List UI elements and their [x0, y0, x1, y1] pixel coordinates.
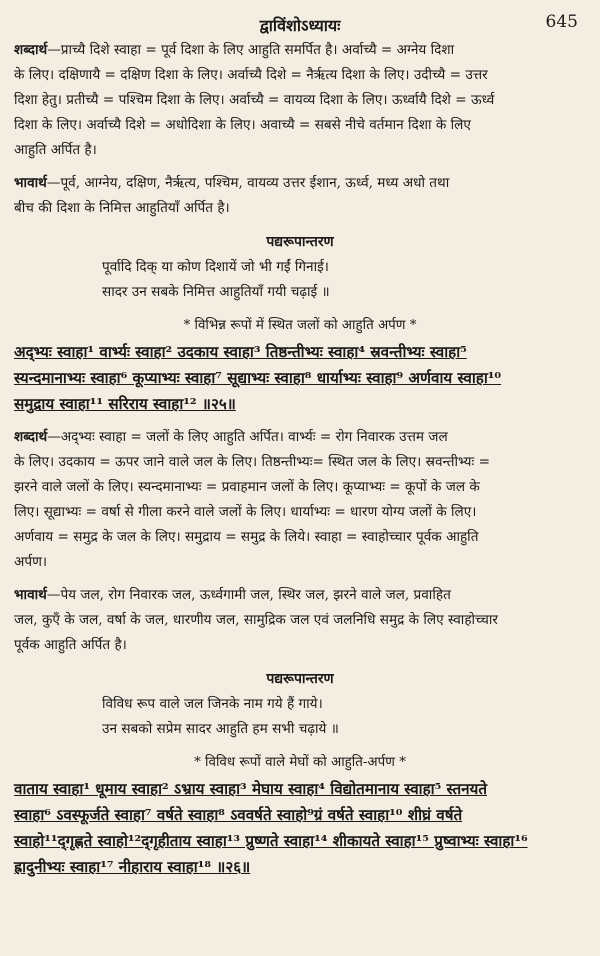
text-line: अर्णवाय = समुद्र के जल के लिए। समुद्राय = समुद्र के लिये। स्वाहा = स्वाहोच्चार पूर्वक आहुति	[14, 529, 479, 545]
section-title: * विविध रूपों वाले मेघों को आहुति-अर्पण *	[194, 755, 406, 770]
text-line: आहुति अर्पित है।	[14, 142, 97, 158]
text-line: बीच की दिशा के निमित्त आहुतियाँ अर्पित है।	[14, 200, 230, 216]
text-line: —पूर्व, आग्नेय, दक्षिण, नैर्ऋत्य, पश्चिम, वायव्य उत्तर ईशान, ऊर्ध्व, मध्य अधो तथा	[46, 175, 450, 191]
page-header	[14, 10, 586, 38]
poem-line: उन सबको सप्रेम सादर आहुति हम सभी चढ़ाये ॥	[102, 721, 339, 737]
text-line: अर्पण।	[14, 554, 48, 570]
mantra-line: स्वाहा⁶ ऽवस्फूर्जते स्वाहा⁷ वर्षते स्वाहा⁸ ऽववर्षते स्वाहो⁹ग्रं वर्षते स्वाहा¹⁰ शीघ्रं वर्षते	[14, 806, 463, 824]
text-line: दिशा के लिए। अर्वाच्यै दिशे = अधोदिशा के लिए। अवाच्यै = सबसे नीचे वर्तमान दिशा के लिए	[14, 117, 471, 133]
poem-heading: पद्यरूपान्तरण	[266, 234, 334, 250]
section-title: * विभिन्न रूपों में स्थित जलों को आहुति अर्पण *	[183, 318, 417, 333]
shabdarth-term: शब्दार्थ	[14, 429, 48, 445]
mantra-line: स्वाहो¹¹द्‌गृह्णते स्वाहो¹²द्‌गृहीताय स्वाहा¹³ प्रुष्णते स्वाहा¹⁴ शीकायते स्वाहा¹⁵ प्रुष्वाभ्यः स्वाहा¹⁶	[14, 832, 528, 850]
text-line: जल, कुएँ के जल, वर्षा के जल, धारणीय जल, सामुद्रिक जल एवं जलनिधि समुद्र के लिए स्वाहोच्चार	[14, 612, 498, 628]
text-line: —पेय जल, रोग निवारक जल, ऊर्ध्वगामी जल, स्थिर जल, झरने वाले जल, प्रवाहित	[46, 587, 451, 603]
mantra-25	[14, 339, 586, 417]
chapter-title: द्वाविंशोऽध्यायः	[259, 16, 341, 35]
poem-line: सादर उन सबके निमित्त आहुतियाँ गयी चढ़ाई ॥	[102, 284, 330, 300]
text-line: झरने वाले जलों के लिए। स्यन्दमानाभ्यः = प्रवाहमान जलों के लिए। कूप्याभ्यः = कूपों के जल के	[14, 479, 480, 495]
poem-line: विविध रूप वाले जल जिनके नाम गये हैं गाये।	[102, 696, 323, 712]
text-line: लिए। सूद्याभ्यः = वर्षा से गीला करने वाले जलों के लिए। धार्याभ्यः = धारण योग्य जलों के लिए।	[14, 504, 477, 520]
shabdarth-paragraph-1	[14, 38, 586, 163]
mantra-line: ह्रादुनीभ्यः स्वाहा¹⁷ नीहाराय स्वाहा¹⁸ ॥२६॥	[14, 858, 251, 876]
text-line: दिशा हेतु। प्रतीच्यै = पश्चिम दिशा के लिए। अर्वाच्यै = वायव्य दिशा के लिए। ऊर्ध्वायै दिशे = ऊर्ध्व	[14, 92, 495, 108]
bhavarth-term: भावार्थ	[14, 587, 47, 603]
mantra-line: वाताय स्वाहा¹ धूमाय स्वाहा² ऽभ्राय स्वाहा³ मेघाय स्वाहा⁴ विद्योतमानाय स्वाहा⁵ स्तनयते	[14, 780, 487, 798]
mantra-26	[14, 776, 586, 880]
poem-heading: पद्यरूपान्तरण	[266, 671, 334, 687]
mantra-line: स्यन्दमानाभ्यः स्वाहा⁶ कूप्याभ्यः स्वाहा⁷ सूद्याभ्यः स्वाहा⁸ धार्याभ्यः स्वाहा⁹ अर्णवाय स्वाहा¹⁰	[14, 369, 502, 387]
poem-line: पूर्वादि दिक् या कोण दिशायें जो भी गईं गिनाई।	[102, 259, 329, 275]
bhavarth-paragraph-1	[14, 171, 586, 221]
text-line: पूर्वक आहुति अर्पित है।	[14, 637, 127, 653]
text-line: —प्राच्यै दिशे स्वाहा = पूर्व दिशा के लिए आहुति समर्पित है। अर्वाच्यै = अग्नेय दिशा	[47, 42, 455, 58]
text-line: के लिए। दक्षिणायै = दक्षिण दिशा के लिए। अर्वाच्यै दिशे = नैर्ऋत्य दिशा के लिए। उदीच्यै = उत्तर	[14, 67, 488, 83]
mantra-line: अद्भ्यः स्वाहा¹ वार्भ्यः स्वाहा² उदकाय स्वाहा³ तिष्ठन्तीभ्यः स्वाहा⁴ स्रवन्तीभ्यः स्वाहा⁵	[14, 343, 467, 361]
shabdarth-term: शब्दार्थ	[14, 42, 48, 58]
text-line: —अद्भ्यः स्वाहा = जलों के लिए आहुति अर्पित। वार्भ्यः = रोग निवारक उत्तम जल	[47, 429, 448, 445]
page-number: 645	[545, 12, 578, 32]
bhavarth-term: भावार्थ	[14, 175, 47, 191]
text-line: के लिए। उदकाय = ऊपर जाने वाले जल के लिए। तिष्ठन्तीभ्यः= स्थित जल के लिए। स्रवन्तीभ्यः =	[14, 454, 490, 470]
mantra-line: समुद्राय स्वाहा¹¹ सरिराय स्वाहा¹² ॥२५॥	[14, 395, 236, 413]
bhavarth-paragraph-2	[14, 583, 586, 658]
shabdarth-paragraph-2	[14, 425, 586, 575]
